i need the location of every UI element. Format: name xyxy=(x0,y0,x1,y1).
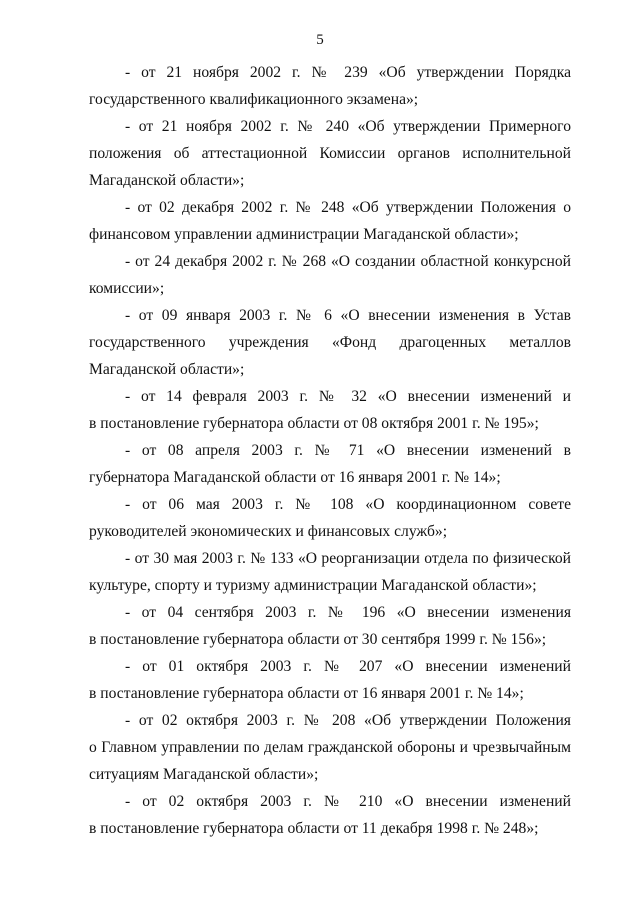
page-number: 5 xyxy=(316,32,324,48)
resolution-line: в постановление губернатора области от 11 декабря 1998 г. № 248»; xyxy=(89,820,539,837)
resolution-line: руководителей экономических и финансовых служб»; xyxy=(89,523,448,540)
resolution-item xyxy=(89,383,571,437)
resolution-line: в постановление губернатора области от 08 октября 2001 г. № 195»; xyxy=(89,415,539,432)
resolution-line-first: - от 08 апреля 2003 г. № 71 «О внесении изменений в xyxy=(125,442,571,459)
resolution-item xyxy=(89,59,571,113)
resolution-line: губернатора Магаданской области от 16 января 2001 г. № 14»; xyxy=(89,469,501,486)
resolution-line-first: - от 02 декабря 2002 г. № 248 «Об утверждении Положения о xyxy=(125,199,571,216)
resolution-line-first: - от 21 ноября 2002 г. № 239 «Об утверждении Порядка xyxy=(125,64,571,81)
resolution-line-first: - от 02 октября 2003 г. № 210 «О внесении изменений xyxy=(125,793,571,810)
resolution-line-first: - от 30 мая 2003 г. № 133 «О реорганизации отдела по физической xyxy=(125,550,571,567)
resolution-item xyxy=(89,545,571,599)
resolution-line: Магаданской области»; xyxy=(89,361,245,378)
resolution-line: положения об аттестационной Комиссии органов исполнительной xyxy=(89,145,571,162)
resolution-line: государственного учреждения «Фонд драгоценных металлов xyxy=(89,334,571,351)
resolution-line-first: - от 02 октября 2003 г. № 208 «Об утверждении Положения xyxy=(125,712,571,729)
resolution-item xyxy=(89,653,571,707)
resolution-item xyxy=(89,302,571,383)
resolution-line-first: - от 09 января 2003 г. № 6 «О внесении изменения в Устав xyxy=(125,307,571,324)
resolution-line: Магаданской области»; xyxy=(89,172,245,189)
resolution-item xyxy=(89,113,571,194)
resolution-line-first: - от 06 мая 2003 г. № 108 «О координационном совете xyxy=(125,496,571,513)
resolution-line: финансовом управлении администрации Магаданской области»; xyxy=(89,226,519,243)
resolution-line: комиссии»; xyxy=(89,280,165,297)
resolution-item xyxy=(89,248,571,302)
resolution-line: государственного квалификационного экзамена»; xyxy=(89,91,419,108)
document-body xyxy=(89,59,571,842)
resolution-item xyxy=(89,599,571,653)
resolution-item xyxy=(89,788,571,842)
resolution-line-first: - от 01 октября 2003 г. № 207 «О внесении изменений xyxy=(125,658,571,675)
resolution-line: в постановление губернатора области от 16 января 2001 г. № 14»; xyxy=(89,685,524,702)
resolution-item xyxy=(89,437,571,491)
resolution-line: ситуациям Магаданской области»; xyxy=(89,766,319,783)
resolution-line-first: - от 24 декабря 2002 г. № 268 «О создании областной конкурсной xyxy=(125,253,571,270)
resolution-line-first: - от 14 февраля 2003 г. № 32 «О внесении изменений и xyxy=(125,388,571,405)
resolution-line-first: - от 04 сентября 2003 г. № 196 «О внесении изменения xyxy=(125,604,571,621)
resolution-line: в постановление губернатора области от 30 сентября 1999 г. № 156»; xyxy=(89,631,547,648)
resolution-item xyxy=(89,707,571,788)
resolution-line-first: - от 21 ноября 2002 г. № 240 «Об утверждении Примерного xyxy=(125,118,571,135)
resolution-item xyxy=(89,491,571,545)
resolution-line: культуре, спорту и туризму администрации Магаданской области»; xyxy=(89,577,537,594)
resolution-item xyxy=(89,194,571,248)
resolution-line: о Главном управлении по делам гражданской обороны и чрезвычайным xyxy=(89,739,571,756)
